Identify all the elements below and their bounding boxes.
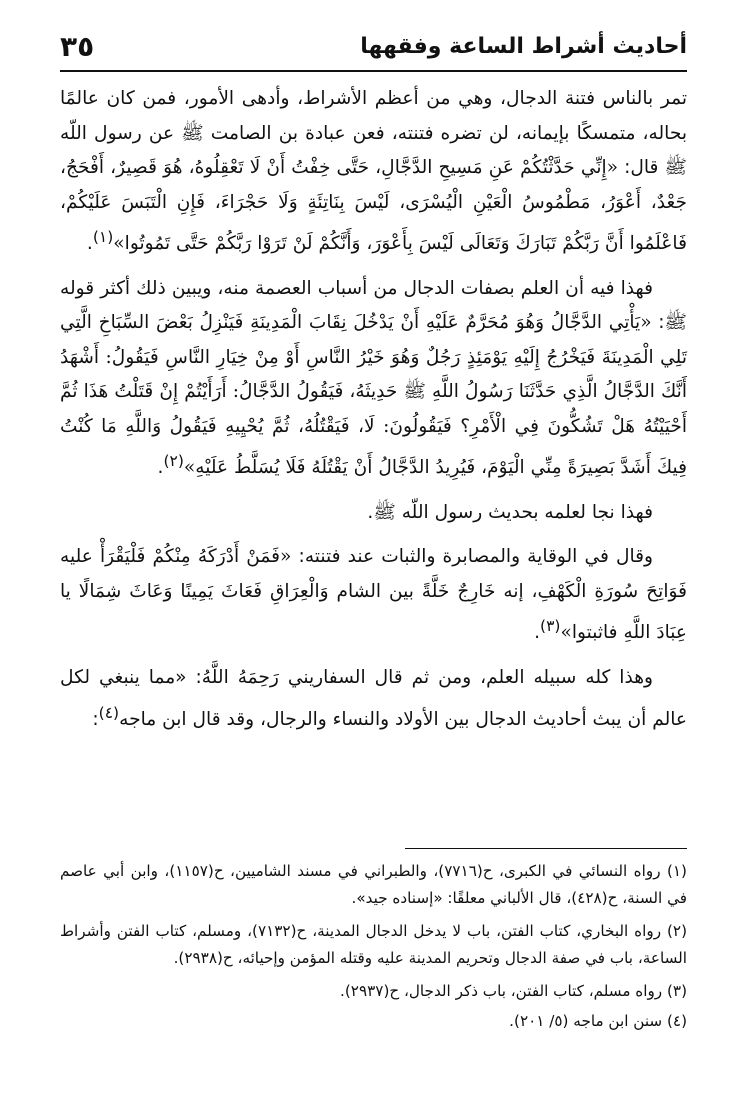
safarini-quote: «مما ينبغي لكل عالم أن يبث أحاديث الدجال بين الأولاد والنساء والرجال، وقد قال ابن ماجه [60,667,687,730]
footnote-ref-1: (١) [92,228,114,246]
paragraph-5-end: : [92,708,99,730]
hadith-quote-3: «فَمَنْ أَدْرَكَهُ مِنْكُمْ فَلْيَقْرَأْ عليه فَوَاتِحَ سُورَةِ الْكَهْفِ، إنه خَارِجٌ خَلَّةً بين الشام وَالْعِرَاقِ فَعَاثَ يَمِينًا وَعَاثَ شِمَالًا يا عِبَادَ اللَّهِ فاثبتوا» [60,546,687,644]
page-number: ٣٥ [60,29,95,63]
paragraph-1: تمر بالناس فتنة الدجال، وهي من أعظم الأشراط، وأدهى الأمور، فمن كان عالمًا بحاله، متمسكًا بإيمانه، لن تضره فتنته، فعن عبادة بن الصامت ﷺ عن رسول اللّه ﷺ قال: «إِنِّي حَدَّثْتُكُمْ عَنِ مَسِيحِ الدَّجَّالِ، حَتَّى خِفْتُ أَنْ لَا تَعْقِلُوهُ، هُوَ قَصِيرٌ، أَفْحَجُ، جَعْدٌ، أَعْوَرُ، مَطْمُوسُ الْعَيْنِ الْيُسْرَى، لَيْسَ بِنَاتِئَةٍ وَلَا حَجْرَاءَ، فَإِنِ الْتَبَسَ عَلَيْكُمْ، فَاعْلَمُوا أَنَّ رَبَّكُمْ تَبَارَكَ وَتَعَالَى لَيْسَ بِأَعْوَرَ، وَأَنَّكُمْ لَنْ تَرَوْا رَبَّكُمْ حَتَّى تَمُوتُوا»$^{(١)}$. [60,88,687,255]
footnote-3: (٣) رواه مسلم، كتاب الفتن، باب ذكر الدجال، ح(٢٩٣٧). [340,982,687,1000]
paragraph-5 [60,661,687,737]
hadith-quote-2: «يَأْتِي الدَّجَّالُ وَهُوَ مُحَرَّمٌ عَلَيْهِ أَنْ يَدْخُلَ نِقَابَ الْمَدِينَةِ فَيَنْزِلُ بَعْضَ السِّبَاخِ الَّتِي تَلِي الْمَدِينَةَ فَيَخْرُجُ إِلَيْهِ يَوْمَئِذٍ رَجُلٌ وَهُوَ خَيْرُ النَّاسِ أَوْ مِنْ خِيَارِ النَّاسِ فَيَقُولُ: أَشْهَدُ أَنَّكَ الدَّجَّالُ الَّذِي حَدَّثَنَا رَسُولُ اللَّهِ ﷺ حَدِيثَهُ، فَيَقُولُ الدَّجَّالُ: أَرَأَيْتُمْ إِنْ قَتَلْتُ هَذَا ثُمَّ أَحْيَيْتُهُ هَلْ تَشُكُّونَ فِي الْأَمْرِ؟ فَيَقُولُونَ: لَا، فَيَقْتُلُهُ، ثُمَّ يُحْيِيهِ فَيَقُولُ وَاللَّهِ مَا كُنْتُ فِيكَ أَشَدَّ بَصِيرَةً مِنِّي الْيَوْمَ، فَيُرِيدُ الدَّجَّالُ أَنْ يَقْتُلَهُ فَلَا يُسَلَّطُ عَلَيْهِ» [60,312,687,479]
paragraph-4: وقال في الوقاية والمصابرة والثبات عند فتنته: «فَمَنْ أَدْرَكَهُ مِنْكُمْ فَلْيَقْرَأْ عليه فَوَاتِحَ سُورَةِ الْكَهْفِ، إنه خَارِجٌ خَلَّةً بين الشام وَالْعِرَاقِ فَعَاثَ يَمِينًا وَعَاثَ شِمَالًا يا عِبَادَ اللَّهِ فاثبتوا»$^{(٣)}$. [60,546,687,644]
header-rule [60,70,687,72]
footnote-ref-2: (٢) [163,452,184,471]
running-title: أحاديث أشراط الساعة وفقهها [360,33,687,59]
page-header [60,26,687,66]
footnote-ref-3: (٣) [540,617,561,636]
footnote-rule [405,848,687,849]
footnote-1: (١) رواه النسائي في الكبرى، ح(٧٧١٦)، والطبراني في مسند الشاميين، ح(١١٥٧)، وابن أبي عاصم في السنة، ح(٤٢٨)، قال الألباني معلقًا: «إسناده جيد». [60,862,687,907]
paragraph-2: فهذا فيه أن العلم بصفات الدجال من أسباب العصمة منه، ويبين ذلك أكثر قوله ﷺ: «يَأْتِي الدَّجَّالُ وَهُوَ مُحَرَّمٌ عَلَيْهِ أَنْ يَدْخُلَ نِقَابَ الْمَدِينَةِ فَيَنْزِلُ بَعْضَ السِّبَاخِ الَّتِي تَلِي الْمَدِينَةَ فَيَخْرُجُ إِلَيْهِ يَوْمَئِذٍ رَجُلٌ وَهُوَ خَيْرُ النَّاسِ أَوْ مِنْ خِيَارِ النَّاسِ فَيَقُولُ: أَشْهَدُ أَنَّكَ الدَّجَّالُ الَّذِي حَدَّثَنَا رَسُولُ اللَّهِ ﷺ حَدِيثَهُ، فَيَقُولُ الدَّجَّالُ: أَرَأَيْتُمْ إِنْ قَتَلْتُ هَذَا ثُمَّ أَحْيَيْتُهُ هَلْ تَشُكُّونَ فِي الْأَمْرِ؟ فَيَقُولُونَ: لَا، فَيَقْتُلُهُ، ثُمَّ يُحْيِيهِ فَيَقُولُ وَاللَّهِ مَا كُنْتُ فِيكَ أَشَدَّ بَصِيرَةً مِنِّي الْيَوْمَ، فَيُرِيدُ الدَّجَّالُ أَنْ يَقْتُلَهُ فَلَا يُسَلَّطُ عَلَيْهِ»$^{(٢)}$. [60,277,687,479]
paragraph-1-intro: تمر بالناس فتنة الدجال، وهي من أعظم الأشراط، وأدهى الأمور، فمن كان عالمًا بحاله، متمسكًا بإيمانه، لن تضره فتنته، فعن عبادة بن الصامت ﷺ عن رسول اللّه ﷺ قال: [60,88,687,178]
paragraph-4-intro: وقال في الوقاية والمصابرة والثبات عند فتنته: [291,546,653,568]
body-text [60,82,687,747]
paragraph-5-intro: وهذا كله سبيله العلم، ومن ثم قال السفاريني رَحِمَهُ اللَّهُ: [186,667,654,689]
footnotes [60,858,687,1038]
paragraph-2-intro: فهذا فيه أن العلم بصفات الدجال من أسباب العصمة منه، ويبين ذلك أكثر قوله ﷺ: [60,277,687,334]
footnote-ref-4: (٤) [98,703,120,722]
footnote-2: (٢) رواه البخاري، كتاب الفتن، باب لا يدخل الدجال المدينة، ح(٧١٣٢)، ومسلم، كتاب الفتن وأشراط الساعة، باب في صفة الدجال وتحريم المدينة عليه وقتله المؤمن وإحيائه، ح(٢٩٣٨). [60,922,687,967]
hadith-quote-1: «إِنِّي حَدَّثْتُكُمْ عَنِ مَسِيحِ الدَّجَّالِ، حَتَّى خِفْتُ أَنْ لَا تَعْقِلُوهُ، هُوَ قَصِيرٌ، أَفْحَجُ، جَعْدٌ، أَعْوَرُ، مَطْمُوسُ الْعَيْنِ الْيُسْرَى، لَيْسَ بِنَاتِئَةٍ وَلَا حَجْرَاءَ، فَإِنِ الْتَبَسَ عَلَيْكُمْ، فَاعْلَمُوا أَنَّ رَبَّكُمْ تَبَارَكَ وَتَعَالَى لَيْسَ بِأَعْوَرَ، وَأَنَّكُمْ لَنْ تَرَوْا رَبَّكُمْ حَتَّى تَمُوتُوا» [60,157,687,255]
footnote-4: (٤) سنن ابن ماجه (٥/ ٢٠١). [509,1012,687,1030]
paragraph-3: فهذا نجا لعلمه بحديث رسول اللّه ﷺ. [367,501,653,523]
